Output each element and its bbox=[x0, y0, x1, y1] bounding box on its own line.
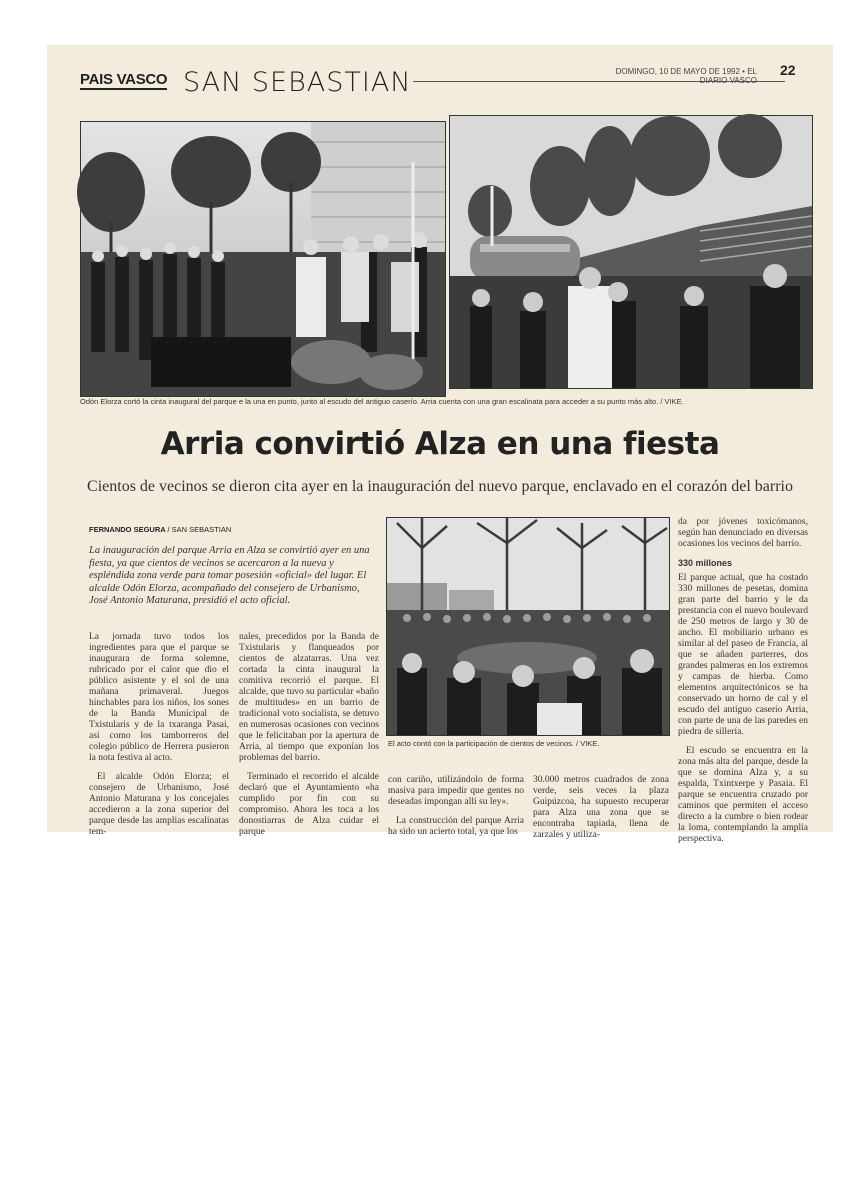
dateline: DOMINGO, 10 DE MAYO DE 1992 • EL DIARIO VASCO bbox=[615, 67, 757, 85]
col5-subtitle: 330 millones bbox=[678, 558, 733, 568]
mid-photo-caption: El acto contó con la participación de cientos de vecinos. / VIKE. bbox=[388, 739, 600, 748]
col2-paragraph: Terminado el recorrido el alcalde declaró que el Ayuntamiento «ha cumplido por fin con su compromiso. Ahora les toca a los donostiarras de Alza cuidar el parque bbox=[239, 772, 379, 837]
headline: Arria convirtió Alza en una fiesta bbox=[160, 426, 720, 462]
top-photo-caption: Odón Elorza cortó la cinta inaugural del parque e la una en punto, junto al escudo del antiguo caserío. Arria cuenta con una gran escalinata para acceder a su punto más alto. / VIKE. bbox=[80, 397, 684, 406]
photo-stairway-crowd bbox=[449, 115, 813, 389]
column-1 bbox=[89, 632, 229, 837]
lede: La inauguración del parque Arria en Alza se convirtió ayer en una fiesta, ya que cientos de vecinos se acercaron a la nueva y espléndida zona verde para tomar posesión «oficial» del lugar. El alcalde Odón Elorza, acompañado del consejero de Urbanismo, José Antonio Maturana, presidió el acto oficial. bbox=[89, 545, 370, 606]
byline bbox=[89, 525, 231, 534]
column-5 bbox=[678, 517, 808, 844]
col5-paragraph: El escudo se encuentra en la zona más alta del parque, desde la que se domina Alza y, a su espalda, Txintxerpe y Pasaia. El parque se encuentra cruzado por caminos que permiten el acceso directo a la cumbre o bien rodear la loma, contemplando la amplia perspectiva. bbox=[678, 746, 808, 844]
subheadline: Cientos de vecinos se dieron cita ayer en la inauguración del nuevo parque, enclavado en el corazón del barrio bbox=[87, 478, 793, 495]
col1-paragraph: La jornada tuvo todos los ingredientes para que el parque se inaugurara de forma solemne, rubricado por el calor que dio el público asistente y el sol de una mañana primaveral. Juegos hinchables para los niños, los sones de la Banda Municipal de Txistularis y de la txaranga Pasai, así como los tamborreros del colegio público de Herrera pusieron la nota festiva al acto. bbox=[89, 632, 229, 763]
byline-place: / SAN SEBASTIAN bbox=[167, 525, 232, 534]
col3-paragraph: La construcción del parque Arria ha sido un acierto total, ya que los bbox=[388, 816, 524, 837]
col5-paragraph: da por jóvenes toxicómanos, según han denunciado en diversas ocasiones los vecinos del barrio. bbox=[678, 517, 808, 549]
photo-ribbon-cutting bbox=[80, 121, 446, 397]
section-label: PAIS VASCO bbox=[80, 71, 168, 88]
column-2 bbox=[239, 632, 379, 837]
photo-park-crowd bbox=[386, 517, 670, 736]
newspaper-page bbox=[47, 45, 833, 844]
byline-author: FERNANDO SEGURA bbox=[89, 525, 166, 534]
page-number: 22 bbox=[780, 62, 796, 78]
city-title: SAN SEBASTIAN bbox=[183, 67, 412, 98]
col4-paragraph: 30.000 metros cuadrados de zona verde, seis veces la plaza Guipúzcoa, ha supuesto recuperar para Alza una zona que se encontraba tapiada, llena de zarzales y utiliza- bbox=[533, 775, 669, 840]
col5-paragraph: El parque actual, que ha costado 330 millones de pesetas, domina gran parte del barrio y le da prestancia con el nuevo boulevard de 250 metros de largo y 30 de ancho. El mobiliario urbano es similar al del paseo de Francia, al que se añaden parterres, dos grandes palmeras en los extremos y campas de hierba. Como elementos arquitectónicos se ha conservado un horno de cal y el escudo del antiguo caserío Arria, con parte de una de las paredes en piedra de sillería. bbox=[678, 573, 808, 737]
col2-paragraph: nales, precedidos por la Banda de Txistularis y flanqueados por cientos de alzatarras. Una vez cortada la cinta inaugural la comitiva recorrió el parque. El alcalde, que tuvo su particular «baño de multitudes» en un barrio de tradicional voto socialista, se detuvo en numerosas ocasiones con vecinos que le felicitaban por la apertura de Arria, al tiempo que exponían los problemas del barrio. bbox=[239, 632, 379, 763]
col3-paragraph: con cariño, utilizándolo de forma masiva para impedir que gentes no deseadas impongan allí su ley». bbox=[388, 775, 524, 807]
column-3 bbox=[388, 775, 524, 837]
col1-paragraph: El alcalde Odón Elorza; el consejero de Urbanismo, José Antonio Maturana y los concejales accedieron a la zona superior del parque desde las amplias escalinatas tem- bbox=[89, 772, 229, 837]
column-4 bbox=[533, 775, 669, 840]
